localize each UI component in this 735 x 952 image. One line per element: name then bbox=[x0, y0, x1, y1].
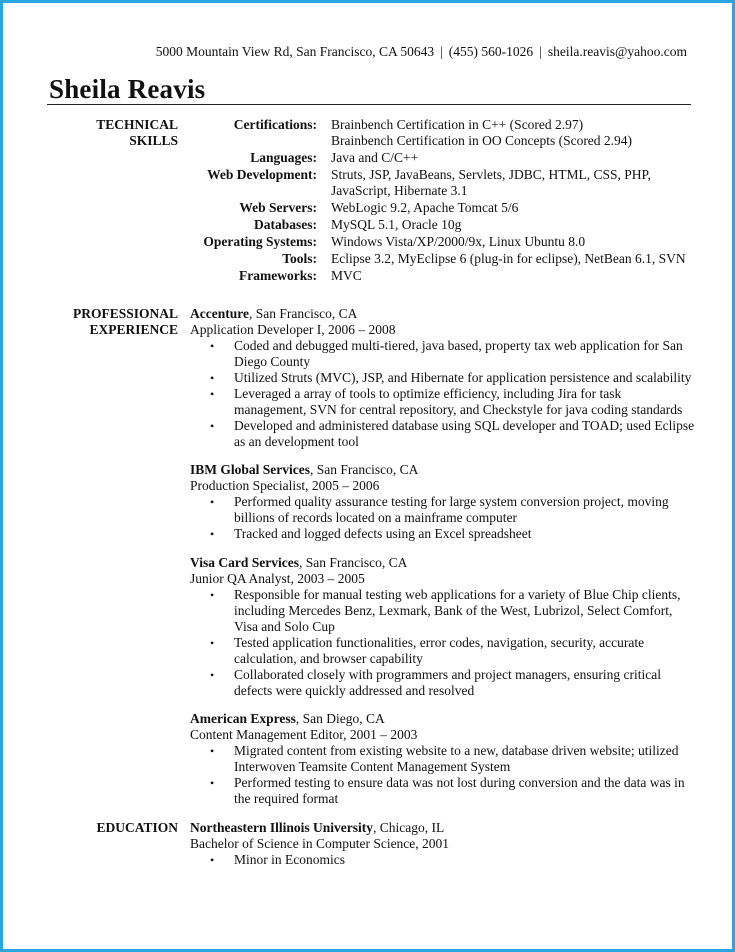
skill-label: Certifications: bbox=[233, 117, 317, 132]
candidate-name: Sheila Reavis bbox=[49, 74, 206, 104]
bullet-text-line: Diego County bbox=[234, 354, 311, 369]
job-role: Application Developer I, 2006 – 2008 bbox=[190, 322, 396, 337]
bullet-text-line: Visa and Solo Cup bbox=[234, 619, 335, 634]
separator: | bbox=[539, 44, 542, 59]
skill-value-line: Eclipse 3.2, MyEclipse 6 (plug-in for eclipse), NetBean 6.1, SVN bbox=[331, 251, 686, 266]
education-entry bbox=[190, 820, 695, 868]
bullet-text-line: Tested application functionalities, error codes, navigation, security, accurate bbox=[234, 635, 645, 650]
bullet-list bbox=[190, 852, 695, 868]
bullet-item bbox=[190, 852, 695, 868]
skill-value-line: Brainbench Certification in C++ (Scored 2.97) bbox=[331, 117, 584, 132]
bullet-text-line: Performed quality assurance testing for large system conversion project, moving bbox=[234, 494, 669, 509]
contact-line bbox=[156, 44, 687, 60]
skill-row bbox=[182, 200, 711, 217]
bullet-list bbox=[190, 338, 695, 450]
bullet-icon: • bbox=[210, 588, 215, 602]
bullet-icon: • bbox=[210, 668, 215, 682]
phone: (455) 560-1026 bbox=[448, 44, 534, 59]
job-role: Content Management Editor, 2001 – 2003 bbox=[190, 727, 418, 742]
skill-value bbox=[331, 167, 711, 200]
bullet-text-line: Leveraged a array of tools to optimize efficiency, including Jira for task bbox=[234, 386, 622, 401]
skill-value-line: Java and C/C++ bbox=[331, 150, 419, 165]
bullet-icon: • bbox=[210, 495, 215, 509]
skill-value-line: Struts, JSP, JavaBeans, Servlets, JDBC, HTML, CSS, PHP, bbox=[331, 167, 651, 182]
header-divider bbox=[47, 104, 691, 105]
bullet-icon: • bbox=[210, 339, 215, 353]
bullet-item bbox=[190, 494, 695, 526]
skill-row bbox=[182, 268, 711, 285]
bullet-text-line: Performed testing to ensure data was not lost during conversion and the data was in bbox=[234, 775, 685, 790]
skill-value bbox=[331, 234, 711, 251]
skill-label: Operating Systems: bbox=[203, 234, 317, 249]
bullet-text-line: including Mercedes Benz, Lexmark, Bank of the West, Lubrizol, Select Comfort, bbox=[234, 603, 673, 618]
skill-row bbox=[182, 150, 711, 167]
skill-value-line: Brainbench Certification in OO Concepts (Scored 2.94) bbox=[331, 133, 633, 148]
bullet-item bbox=[190, 667, 695, 699]
skill-row bbox=[182, 217, 711, 234]
bullet-text-line: defects were quickly addressed and resolved bbox=[234, 683, 475, 698]
bullet-icon: • bbox=[210, 527, 215, 541]
skill-label: Databases: bbox=[254, 217, 317, 232]
job-entry bbox=[190, 555, 695, 699]
skills-table bbox=[182, 117, 711, 285]
bullet-text-line: calculation, and browser capability bbox=[234, 651, 423, 666]
bullet-item bbox=[190, 635, 695, 667]
skill-value bbox=[331, 268, 711, 285]
bullet-item bbox=[190, 338, 695, 370]
job-entry bbox=[190, 462, 695, 542]
bullet-icon: • bbox=[210, 776, 215, 790]
skill-value-line: Windows Vista/XP/2000/9x, Linux Ubuntu 8.0 bbox=[331, 234, 586, 249]
bullet-text-line: Developed and administered database using SQL developer and TOAD; used Eclipse bbox=[234, 418, 695, 433]
bullet-text-line: Collaborated closely with programmers and project managers, ensuring critical bbox=[234, 667, 661, 682]
bullet-item bbox=[190, 370, 695, 386]
skill-value-line: MySQL 5.1, Oracle 10g bbox=[331, 217, 462, 232]
job-heading: IBM Global Services, San Francisco, CA bbox=[190, 462, 419, 477]
separator: | bbox=[440, 44, 443, 59]
skill-value bbox=[331, 117, 711, 150]
bullet-text-line: management, SVN for central repository, and Checkstyle for java coding standards bbox=[234, 402, 683, 417]
bullet-text-line: the required format bbox=[234, 791, 339, 806]
bullet-icon: • bbox=[210, 744, 215, 758]
skill-label: Web Development: bbox=[207, 167, 317, 182]
bullet-text-line: Responsible for manual testing web applications for a variety of Blue Chip clients, bbox=[234, 587, 681, 602]
bullet-list bbox=[190, 494, 695, 542]
bullet-text-line: Tracked and logged defects using an Excel spreadsheet bbox=[234, 526, 532, 541]
job-role: Junior QA Analyst, 2003 – 2005 bbox=[190, 571, 365, 586]
bullet-text-line: Interwoven Teamsite Content Management System bbox=[234, 759, 511, 774]
section-title-experience: PROFESSIONAL EXPERIENCE bbox=[72, 306, 178, 337]
section-title-education: EDUCATION bbox=[96, 820, 178, 835]
skill-value bbox=[331, 251, 711, 268]
job-heading: Visa Card Services, San Francisco, CA bbox=[190, 555, 408, 570]
skill-row bbox=[182, 167, 711, 200]
bullet-list bbox=[190, 743, 695, 807]
skill-row bbox=[182, 251, 711, 268]
bullet-item bbox=[190, 587, 695, 635]
skill-label: Frameworks: bbox=[239, 268, 317, 283]
skill-row bbox=[182, 234, 711, 251]
email: sheila.reavis@yahoo.com bbox=[547, 44, 687, 59]
job-role: Production Specialist, 2005 – 2006 bbox=[190, 478, 380, 493]
bullet-icon: • bbox=[210, 636, 215, 650]
bullet-list bbox=[190, 587, 695, 699]
skill-value-line: WebLogic 9.2, Apache Tomcat 5/6 bbox=[331, 200, 519, 215]
skill-value bbox=[331, 217, 711, 234]
bullet-text-line: Coded and debugged multi-tiered, java based, property tax web application for San bbox=[234, 338, 683, 353]
bullet-icon: • bbox=[210, 371, 215, 385]
skill-value-line: JavaScript, Hibernate 3.1 bbox=[331, 183, 468, 198]
bullet-icon: • bbox=[210, 419, 215, 433]
bullet-item bbox=[190, 743, 695, 775]
bullet-text-line: as an development tool bbox=[234, 434, 359, 449]
bullet-item bbox=[190, 526, 695, 542]
bullet-icon: • bbox=[210, 387, 215, 401]
degree: Bachelor of Science in Computer Science, 2001 bbox=[190, 836, 450, 851]
school-heading: Northeastern Illinois University, Chicago, IL bbox=[190, 820, 445, 835]
job-heading: American Express, San Diego, CA bbox=[190, 711, 385, 726]
skill-value bbox=[331, 200, 711, 217]
skill-value-line: MVC bbox=[331, 268, 362, 283]
skill-label: Tools: bbox=[282, 251, 317, 266]
skill-label: Web Servers: bbox=[239, 200, 317, 215]
bullet-item bbox=[190, 418, 695, 450]
bullet-item bbox=[190, 386, 695, 418]
bullet-item bbox=[190, 775, 695, 807]
skill-row bbox=[182, 117, 711, 150]
job-entry bbox=[190, 306, 695, 450]
bullet-text-line: Minor in Economics bbox=[234, 852, 345, 867]
bullet-icon: • bbox=[210, 853, 215, 867]
skill-value bbox=[331, 150, 711, 167]
skill-label: Languages: bbox=[250, 150, 317, 165]
section-title-skills: TECHNICAL SKILLS bbox=[96, 117, 178, 148]
job-entry bbox=[190, 711, 695, 807]
bullet-text-line: Utilized Struts (MVC), JSP, and Hibernate for application persistence and scalability bbox=[234, 370, 692, 385]
job-heading: Accenture, San Francisco, CA bbox=[190, 306, 358, 321]
address: 5000 Mountain View Rd, San Francisco, CA 50643 bbox=[155, 44, 435, 59]
bullet-text-line: billions of records located on a mainframe computer bbox=[234, 510, 518, 525]
bullet-text-line: Migrated content from existing website to a new, database driven website; utilized bbox=[234, 743, 679, 758]
